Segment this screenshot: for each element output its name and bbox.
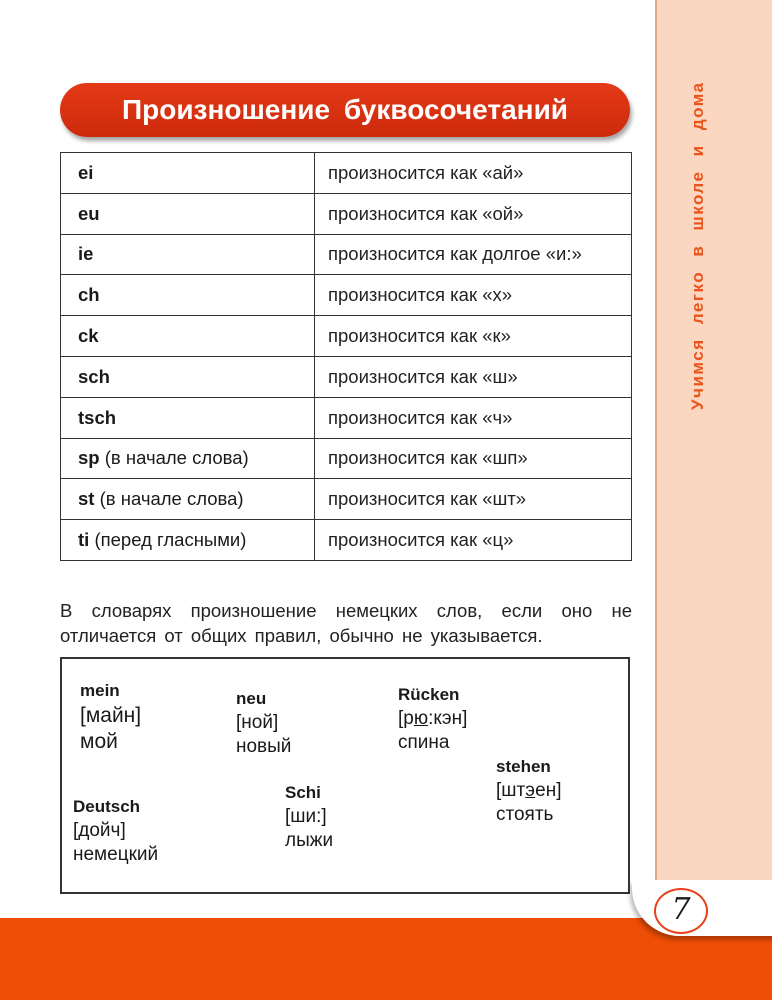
combo-cell	[61, 316, 315, 357]
combo-note: (в начале слова)	[99, 447, 249, 469]
translation: лыжи	[285, 830, 334, 851]
combo: eu	[78, 202, 100, 224]
examples-box	[60, 657, 630, 894]
translation: спина	[398, 732, 450, 753]
table-row	[61, 356, 632, 397]
table-row	[61, 438, 632, 479]
transcription-start: [р	[398, 708, 414, 729]
example-mein	[80, 679, 141, 755]
combo: ie	[78, 243, 94, 265]
german-word: stehen	[496, 757, 551, 776]
combo-cell	[61, 479, 315, 520]
transcription: [ной]	[236, 712, 279, 733]
example-deutsch	[73, 795, 158, 867]
german-word: mein	[80, 681, 120, 700]
combo-cell	[61, 356, 315, 397]
transcription: [дойч]	[73, 820, 126, 841]
example-schi	[285, 781, 333, 853]
example-neu	[236, 687, 291, 759]
table-row	[61, 153, 632, 194]
german-word: Rücken	[398, 685, 460, 704]
side-caption: Учимся легко в школе и дома	[688, 81, 707, 410]
explanation-paragraph: В словарях произношение немецких слов, если оно не отличается от общих правил, обычно не указывается.	[60, 600, 632, 646]
stressed-vowel: ю	[413, 708, 429, 729]
combo: tsch	[78, 406, 117, 428]
page-title: Произношение буквосочетаний	[60, 83, 630, 137]
example-ruecken	[398, 683, 467, 755]
combo-note: (в начале слова)	[94, 488, 244, 510]
combo: ck	[78, 325, 99, 347]
translation: новый	[236, 736, 292, 757]
table-row	[61, 479, 632, 520]
transcription-end: :кэн]	[428, 708, 468, 729]
transcription: [ши:]	[285, 806, 327, 827]
combo-cell	[61, 193, 315, 234]
combo-note: (перед гласными)	[89, 529, 247, 551]
translation: стоять	[496, 804, 554, 825]
transcription: [майн]	[80, 704, 142, 727]
pronunciation-cell: произносится как «к»	[315, 316, 632, 357]
combo: ei	[78, 161, 94, 183]
stressed-vowel: э	[525, 780, 536, 801]
pronunciation-cell: произносится как долгое «и:»	[315, 234, 632, 275]
table-row	[61, 520, 632, 561]
combo-cell	[61, 397, 315, 438]
side-panel	[655, 0, 772, 930]
bottom-band	[0, 918, 772, 1000]
page-number: 7	[654, 888, 708, 934]
table-row	[61, 193, 632, 234]
pronunciation-cell: произносится как «х»	[315, 275, 632, 316]
transcription-start: [шт	[496, 780, 526, 801]
combo-cell	[61, 520, 315, 561]
combo: ch	[78, 284, 100, 306]
example-stehen	[496, 755, 562, 827]
german-word: neu	[236, 689, 267, 708]
table-row	[61, 275, 632, 316]
combo-cell	[61, 153, 315, 194]
german-word: Schi	[285, 783, 321, 802]
pronunciation-cell: произносится как «ой»	[315, 193, 632, 234]
translation: немецкий	[73, 844, 159, 865]
combo: sch	[78, 365, 110, 387]
transcription	[398, 708, 467, 729]
pronunciation-cell: произносится как «шт»	[315, 479, 632, 520]
combo: ti	[78, 529, 90, 551]
pronunciation-table	[60, 152, 632, 561]
combo-cell	[61, 234, 315, 275]
pronunciation-cell: произносится как «ш»	[315, 356, 632, 397]
pronunciation-cell: произносится как «шп»	[315, 438, 632, 479]
pronunciation-cell: произносится как «ай»	[315, 153, 632, 194]
pronunciation-cell: произносится как «ц»	[315, 520, 632, 561]
combo: sp	[78, 447, 100, 469]
transcription	[496, 780, 562, 801]
transcription-end: ен]	[535, 780, 562, 801]
table-row	[61, 397, 632, 438]
german-word: Deutsch	[73, 797, 141, 816]
combo: st	[78, 488, 95, 510]
translation: мой	[80, 730, 118, 753]
table-row	[61, 316, 632, 357]
combo-cell	[61, 438, 315, 479]
combo-cell	[61, 275, 315, 316]
table-row	[61, 234, 632, 275]
pronunciation-cell: произносится как «ч»	[315, 397, 632, 438]
